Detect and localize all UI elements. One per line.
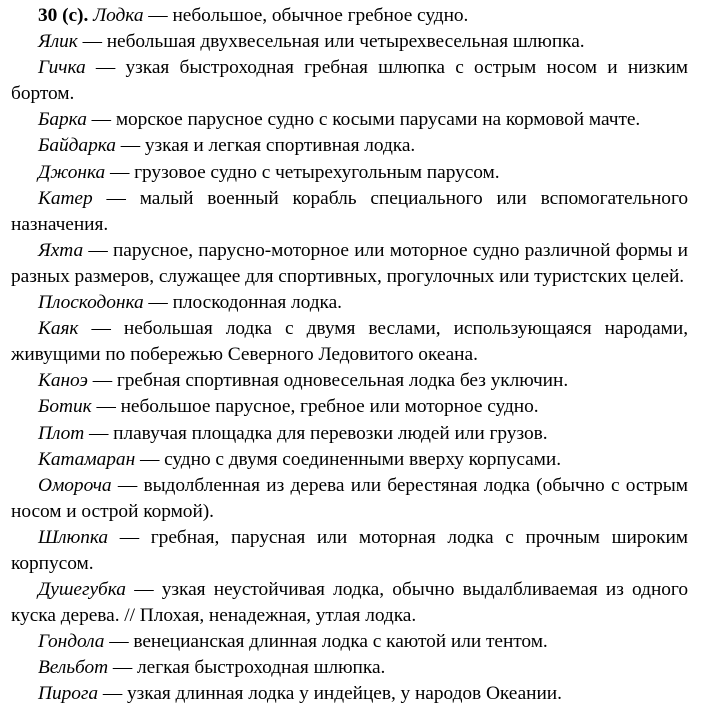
entry-headword: Байдарка <box>38 135 116 157</box>
entry-definition: легкая быстроходная шлюпка. <box>137 657 386 679</box>
glossary-entry <box>11 394 688 420</box>
entry-definition: парусное, парусно-моторное или моторное судно различной формы и разных размеров, служащее для спортивных, прогулочных или туристских целей. <box>11 239 688 287</box>
entry-headword: Яхта <box>38 239 84 261</box>
glossary-entry <box>11 29 688 55</box>
entry-headword: Вельбот <box>38 657 109 679</box>
glossary-entry <box>11 473 688 525</box>
glossary-entry <box>11 681 688 707</box>
entry-dash: — <box>143 5 173 26</box>
entry-definition: морское парусное судно с косыми парусами на кормовой мачте. <box>115 109 641 131</box>
entry-definition: узкая и легкая спортивная лодка. <box>144 135 416 157</box>
entry-dash: — <box>143 292 173 314</box>
glossary-entry <box>11 577 688 629</box>
entry-definition: небольшая лодка с двумя веслами, использующаяся народами, живущими по побережью Северного Ледовитого океана. <box>11 318 688 366</box>
entry-headword: Ялик <box>38 31 78 53</box>
glossary-entry <box>11 160 688 186</box>
entry-headword: Плоскодонка <box>38 292 144 314</box>
entry-dash: — <box>111 474 144 496</box>
entry-headword: Катамаран <box>38 448 136 470</box>
entry-headword: Каяк <box>38 318 79 340</box>
entry-definition: выдолбленная из дерева или берестяная лодка (обычно с острым носом и острой кормой). <box>11 474 688 522</box>
entry-definition: венецианская длинная лодка с каютой или тентом. <box>133 631 548 653</box>
entry-headword: Гондола <box>38 631 105 653</box>
entry-definition: небольшая двухвесельная или четырехвесельная шлюпка. <box>106 31 585 53</box>
glossary-entry <box>11 316 688 368</box>
exercise-number: 30 (с). <box>38 5 89 26</box>
glossary-entry <box>11 238 688 290</box>
glossary-entry <box>11 3 688 29</box>
entry-dash: — <box>108 526 151 548</box>
entry-dash: — <box>78 318 124 340</box>
entry-headword: Оморочa <box>38 474 112 496</box>
entry-dash: — <box>83 239 113 261</box>
entry-dash: — <box>108 657 138 679</box>
glossary-entry <box>11 655 688 681</box>
glossary-entry <box>11 55 688 107</box>
glossary-entry-list <box>11 3 688 708</box>
entry-definition: небольшое, обычное гребное судно. <box>172 5 469 26</box>
entry-headword: Ботик <box>38 396 92 418</box>
entry-definition: гребная, парусная или моторная лодка с прочным широким корпусом. <box>11 526 688 574</box>
entry-headword: Лодка <box>93 5 144 26</box>
entry-definition: плоскодонная лодка. <box>172 292 342 314</box>
entry-definition: небольшое парусное, гребное или моторное судно. <box>120 396 539 418</box>
entry-dash: — <box>135 448 165 470</box>
entry-headword: Барка <box>38 109 87 131</box>
entry-headword: Катер <box>38 187 93 209</box>
entry-headword: Пирога <box>38 683 99 705</box>
entry-dash: — <box>77 31 107 53</box>
glossary-entry <box>11 133 688 159</box>
glossary-entry <box>11 421 688 447</box>
glossary-entry <box>11 290 688 316</box>
glossary-entry <box>11 629 688 655</box>
entry-dash: — <box>105 161 135 183</box>
entry-headword: Каноэ <box>38 370 88 392</box>
entry-headword: Шлюпка <box>38 526 109 548</box>
entry-definition: гребная спортивная одновесельная лодка без уключин. <box>116 370 569 392</box>
glossary-entry <box>11 525 688 577</box>
entry-dash: — <box>115 135 145 157</box>
entry-headword: Плот <box>38 422 85 444</box>
entry-dash: — <box>92 187 140 209</box>
entry-dash: — <box>87 370 117 392</box>
entry-definition: узкая неустойчивая лодка, обычно выдалбливаемая из одного куска дерева. // Плохая, ненадежная, утлая лодка. <box>11 579 688 627</box>
entry-definition: малый военный корабль специального или вспомогательного назначения. <box>11 187 689 235</box>
entry-headword: Джонка <box>38 161 106 183</box>
entry-dash: — <box>86 109 116 131</box>
entry-definition: узкая быстроходная гребная шлюпка с острым носом и низким бортом. <box>11 57 688 105</box>
entry-definition: плавучая площадка для перевозки людей или грузов. <box>113 422 548 444</box>
entry-definition: узкая длинная лодка у индейцев, у народов Океании. <box>127 683 562 705</box>
entry-definition: судно с двумя соединенными вверху корпусами. <box>164 448 562 470</box>
glossary-entry <box>11 107 688 133</box>
entry-dash: — <box>98 683 127 705</box>
entry-dash: — <box>85 57 126 79</box>
entry-dash: — <box>91 396 121 418</box>
glossary-entry <box>11 447 688 473</box>
entry-dash: — <box>84 422 114 444</box>
glossary-entry <box>11 368 688 394</box>
entry-definition: грузовое судно с четырехугольным парусом. <box>134 161 500 183</box>
entry-dash: — <box>125 579 162 601</box>
entry-headword: Душегубка <box>38 579 126 601</box>
glossary-entry <box>11 186 688 238</box>
entry-headword: Гичка <box>38 57 86 79</box>
entry-dash: — <box>104 631 134 653</box>
